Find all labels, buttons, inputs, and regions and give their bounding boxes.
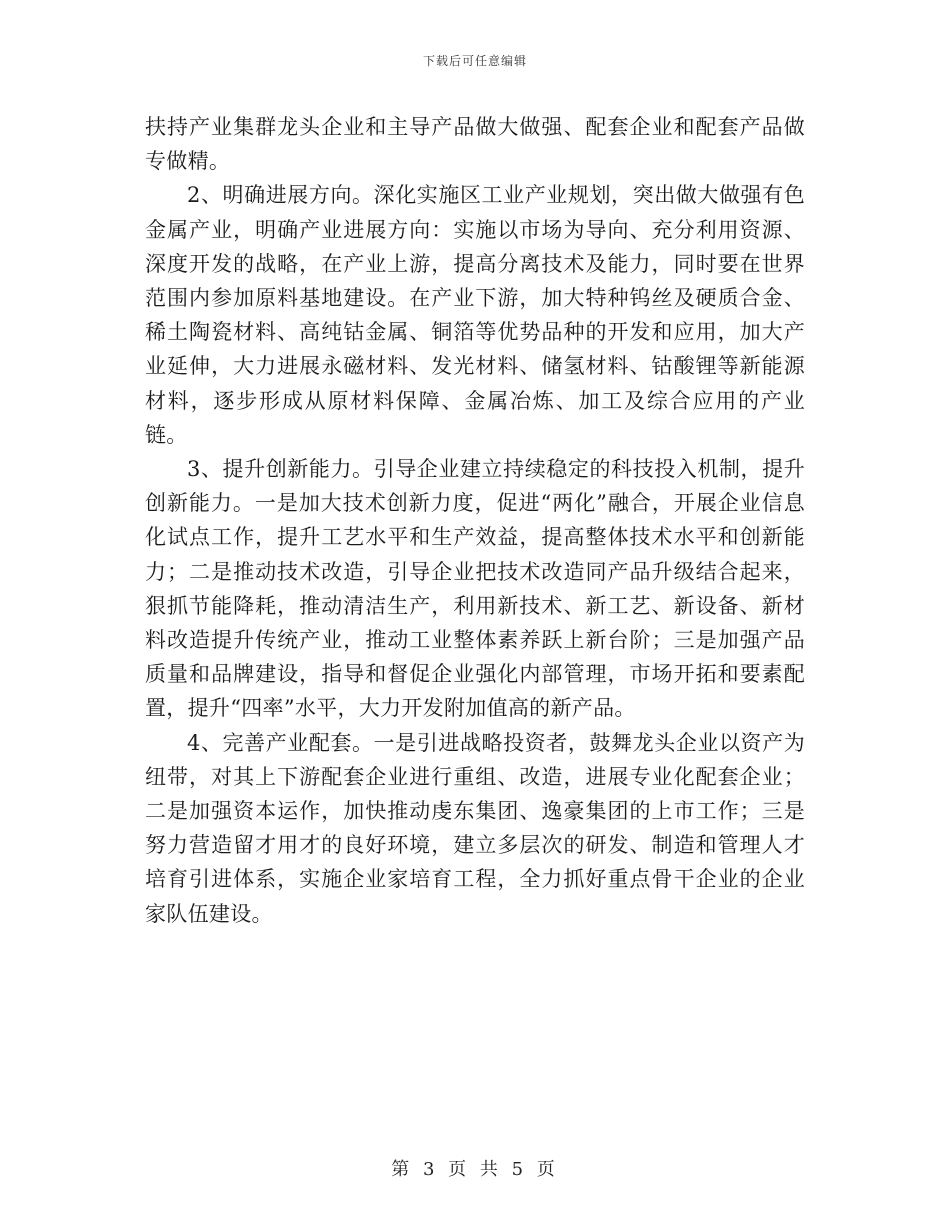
paragraph-item-2: 2、明确进展方向。深化实施区工业产业规划，突出做大做强有色金属产业，明确产业进展方向：实施以市场为导向、充分利用资源、深度开发的战略，在产业上游，提高分离技术及能力，同时要在世界范围内参加原料基地建设。在产业下游，加大特种钨丝及硬质合金、稀土陶瓷材料、高纯钴金属、铜箔等优势品种的开发和应用，加大产业延伸，大力进展永磁材料、发光材料、储氢材料、钴酸锂等新能源材料，逐步形成从原材料保障、金属冶炼、加工及综合应用的产业链。 — [145, 183, 805, 447]
paragraph-continuation: 扶持产业集群龙头企业和主导产品做大做强、配套企业和配套产品做专做精。 — [145, 115, 805, 174]
paragraph-item-4: 4、完善产业配套。一是引进战略投资者，鼓舞龙头企业以资产为纽带，对其上下游配套企业进行重组、改造，进展专业化配套企业；二是加强资本运作，加快推动虔东集团、逸豪集团的上市工作；三是努力营造留才用才的良好环境，建立多层次的研发、制造和管理人才培育引进体系，实施企业家培育工程，全力抓好重点骨干企业的企业家队伍建设。 — [145, 730, 805, 926]
paragraph-item-3: 3、提升创新能力。引导企业建立持续稳定的科技投入机制，提升创新能力。一是加大技术创新力度，促进“两化”融合，开展企业信息化试点工作，提升工艺水平和生产效益，提高整体技术水平和创新能力；二是推动技术改造，引导企业把技术改造同产品升级结合起来，狠抓节能降耗，推动清洁生产，利用新技术、新工艺、新设备、新材料改造提升传统产业，推动工业整体素养跃上新台阶；三是加强产品质量和品牌建设，指导和督促企业强化内部管理，市场开拓和要素配置，提升“四率”水平，大力开发附加值高的新产品。 — [145, 457, 805, 721]
document-body — [145, 110, 805, 931]
page-number-footer: 第 3 页 共 5 页 — [391, 1159, 559, 1180]
page-header: 下载后可任意编辑 — [422, 54, 527, 68]
